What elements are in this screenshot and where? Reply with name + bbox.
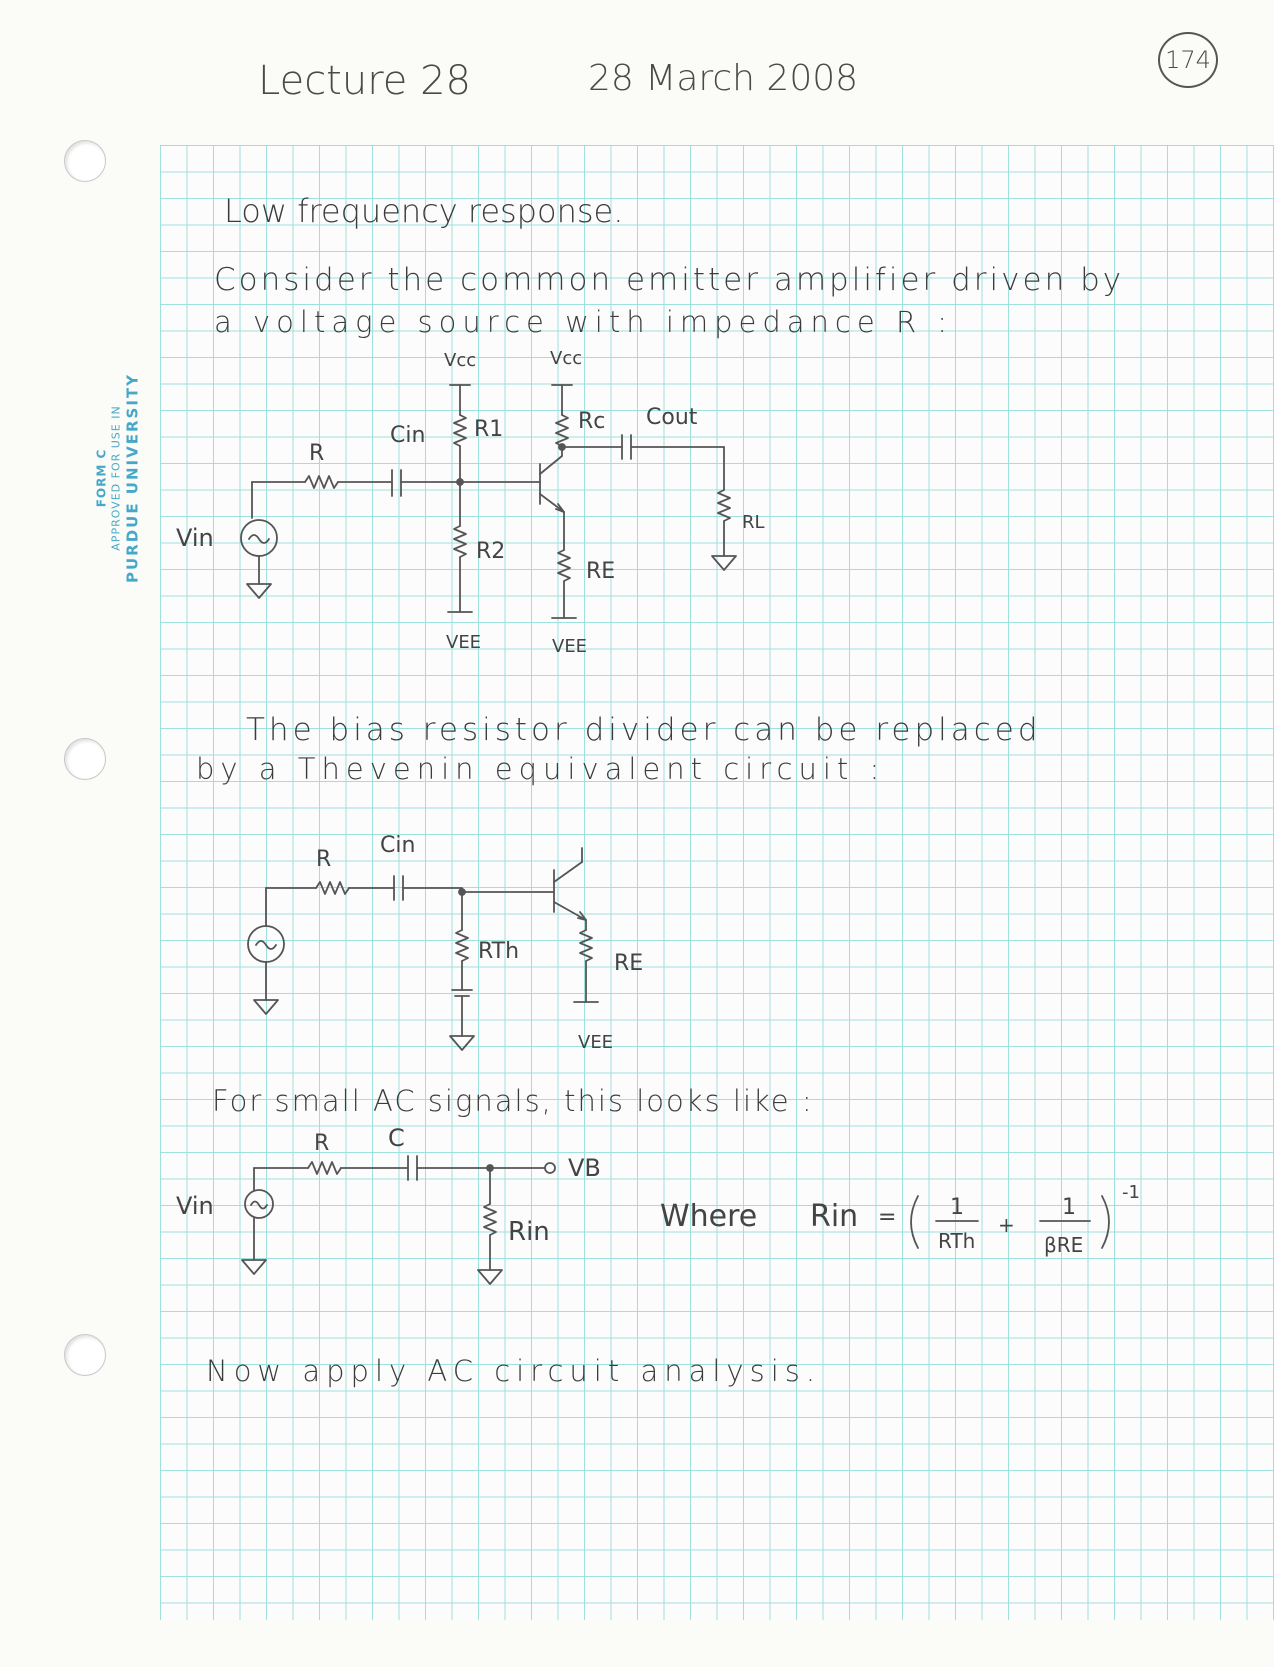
c3-vb-label: VB [568, 1154, 601, 1182]
c1-vin-label: Vin [176, 524, 214, 552]
form-stamp-line3: PURDUE UNIVERSITY [123, 372, 141, 584]
circuit2-labels [316, 833, 643, 1053]
eq-exponent: -1 [1122, 1182, 1140, 1203]
c1-rl-label: RL [742, 512, 765, 533]
c1-r2-label: R2 [476, 539, 506, 564]
eq-den2: βRE [1044, 1233, 1084, 1257]
eq-plus: + [998, 1213, 1015, 1237]
thevenin-line-1: The bias resistor divider can be replaced [246, 712, 1042, 748]
eq-where-label: Where [660, 1199, 758, 1234]
c3-c-label: C [388, 1124, 405, 1152]
c3-r-label: R [314, 1131, 330, 1156]
c2-rth-label: RTh [478, 939, 520, 964]
circuit1-labels [176, 348, 765, 657]
lecture-title: Lecture 28 [258, 58, 472, 104]
c1-r-label: R [309, 441, 325, 466]
conclusion-line: Now apply AC circuit analysis. [206, 1354, 822, 1388]
c2-re-label: RE [614, 951, 644, 976]
c1-vcc-left-label: Vcc [444, 350, 477, 371]
eq-den1: RTh [938, 1229, 976, 1253]
eq-lhs-label: Rin [810, 1199, 859, 1234]
small-signal-line: For small AC signals, this looks like : [212, 1084, 814, 1118]
intro-line-1: Consider the common emitter amplifier driven by [214, 262, 1125, 298]
form-stamp-line2: APPROVED FOR USE IN [109, 405, 123, 551]
c1-rc-label: Rc [578, 409, 606, 434]
eq-equals: = [878, 1205, 897, 1230]
eq-num2: 1 [1062, 1195, 1076, 1220]
c1-vee-left-label: VEE [446, 632, 482, 653]
page-number: 174 [1158, 32, 1218, 88]
rin-equation [660, 1182, 1140, 1257]
circuit2-drawing [248, 848, 598, 1050]
circuit3-labels [176, 1124, 601, 1247]
c1-cin-label: Cin [390, 423, 426, 448]
lecture-date: 28 March 2008 [588, 58, 859, 99]
c3-vin-label: Vin [176, 1192, 214, 1220]
c1-re-label: RE [586, 559, 616, 584]
c2-r-label: R [316, 847, 332, 872]
c1-vee-right-label: VEE [552, 636, 588, 657]
c1-cout-label: Cout [646, 405, 698, 430]
form-stamp-line1: FORM C [94, 448, 109, 508]
c3-rin-label: Rin [508, 1217, 550, 1247]
c1-vcc-right-label: Vcc [550, 348, 583, 369]
eq-num1: 1 [950, 1195, 964, 1220]
c1-r1-label: R1 [474, 417, 504, 442]
c2-cin-label: Cin [380, 833, 416, 858]
intro-line-2: a voltage source with impedance R : [214, 305, 954, 339]
heading-low-frequency: Low frequency response. [224, 192, 624, 230]
thevenin-line-2: by a Thevenin equivalent circuit : [196, 752, 886, 786]
c2-vee-label: VEE [578, 1032, 614, 1053]
